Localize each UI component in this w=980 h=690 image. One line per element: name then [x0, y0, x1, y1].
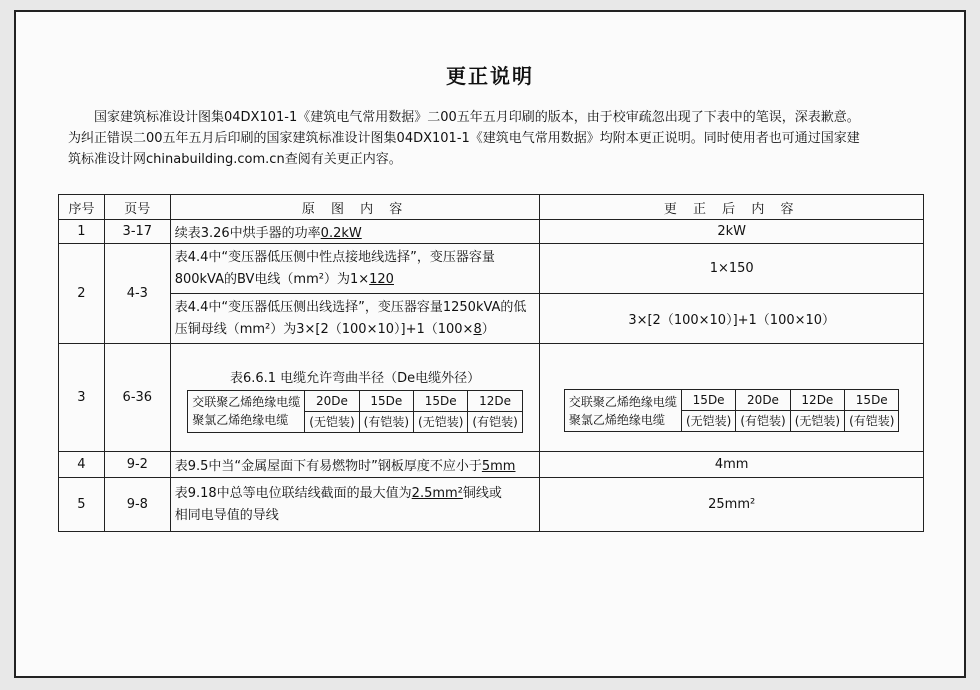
row-corrected: 1×150: [540, 244, 924, 294]
original-text: ）: [481, 321, 495, 337]
header-page: 页号: [104, 195, 170, 220]
original-line: [175, 483, 536, 505]
table-row: [59, 220, 924, 244]
cable-labels: [188, 390, 305, 432]
underlined-error: 120: [369, 271, 394, 287]
intro-paragraph: [68, 107, 928, 170]
underlined-error: 2.5mm²: [411, 485, 463, 501]
row-corrected: 25mm²: [540, 478, 924, 532]
original-line: 相同电导值的导线: [174, 507, 279, 523]
original-text: 续表3.26中烘手器的功率: [174, 226, 321, 241]
radius-value: 15De: [414, 390, 468, 411]
original-text: 表9.18中总等电位联结线截面的最大值为: [174, 485, 412, 501]
row-original: [170, 294, 540, 344]
radius-value: 12De: [790, 390, 844, 411]
underlined-error: 8: [473, 321, 482, 337]
table-caption: 表6.6.1 电缆允许弯曲半径（De电缆外径）: [229, 370, 481, 386]
row-corrected: [540, 344, 924, 452]
armor-type: (无铠装): [305, 411, 359, 432]
correction-table: [58, 194, 924, 532]
bending-radius-corrected: [564, 389, 900, 432]
radius-value: 15De: [681, 390, 735, 411]
cable-label: 聚氯乙烯绝缘电缆: [568, 412, 665, 427]
row-no: 4: [59, 452, 105, 478]
header-corrected: 更 正 后 内 容: [540, 195, 924, 220]
row-page: 3-17: [104, 220, 170, 244]
original-text: 铜线或: [462, 485, 502, 501]
row-no: 1: [59, 220, 105, 244]
armor-type: (有铠装): [468, 411, 522, 432]
cable-labels: [564, 390, 681, 432]
armor-type: (无铠装): [414, 411, 468, 432]
cable-label: 聚氯乙烯绝缘电缆: [192, 413, 289, 427]
table-row: [59, 452, 924, 478]
row-no: 3: [59, 344, 105, 452]
armor-type: (有铠装): [736, 411, 790, 432]
armor-type: (有铠装): [359, 411, 413, 432]
radius-value: 12De: [468, 390, 522, 411]
radius-value: 15De: [845, 390, 899, 411]
row-original: [170, 452, 540, 478]
armor-type: (无铠装): [681, 411, 735, 432]
radius-value: 15De: [359, 390, 413, 411]
row-original: [170, 244, 540, 294]
row-corrected: 4mm: [540, 452, 924, 478]
table-row: [59, 344, 924, 452]
header-original: 原 图 内 容: [170, 195, 540, 220]
radius-value: 20De: [305, 390, 359, 411]
row-page: 9-8: [104, 478, 170, 532]
row-original: [170, 344, 540, 452]
row-no: 2: [59, 244, 105, 344]
original-line: [175, 319, 536, 341]
intro-line-1: 国家建筑标准设计图集04DX101-1《建筑电气常用数据》二00五年五月印刷的版本，由于校审疏忽出现了下表中的笔误，深表歉意。: [94, 110, 860, 125]
radius-value: 20De: [736, 390, 790, 411]
original-text: 800kVA的BV电线（mm²）为1×: [174, 271, 370, 287]
original-line: 表4.4中“变压器低压侧出线选择”，变压器容量1250kVA的低: [174, 299, 527, 315]
intro-line-3: 筑标准设计网chinabuilding.com.cn查阅有关更正内容。: [68, 152, 402, 167]
row-page: 6-36: [104, 344, 170, 452]
intro-line-2: 为纠正错误二00五年五月后印刷的国家建筑标准设计图集04DX101-1《建筑电气常用数据》均附本更正说明。同时使用者也可通过国家建: [68, 131, 860, 146]
row-no: 5: [59, 478, 105, 532]
original-line: 表4.4中“变压器低压侧中性点接地线选择”，变压器容量: [174, 249, 495, 265]
row-page: 9-2: [104, 452, 170, 478]
original-line: [175, 269, 536, 291]
row-corrected: 2kW: [540, 220, 924, 244]
row-original: [170, 220, 540, 244]
original-text: 表9.5中当“金属屋面下有易燃物时”钢板厚度不应小于: [174, 459, 482, 474]
table-row: [59, 478, 924, 532]
document-sheet: [14, 10, 966, 678]
underlined-error: 0.2kW: [320, 226, 362, 241]
original-text: 压铜母线（mm²）为3×[2（100×10）]+1（100×: [174, 321, 474, 337]
bending-radius-original: [187, 390, 523, 433]
armor-type: (有铠装): [845, 411, 899, 432]
cable-label: 交联聚乙烯绝缘电缆: [568, 394, 677, 409]
armor-type: (无铠装): [790, 411, 844, 432]
underlined-error: 5mm: [481, 459, 516, 474]
header-no: 序号: [59, 195, 105, 220]
cable-label: 交联聚乙烯绝缘电缆: [192, 395, 301, 409]
table-row: [59, 294, 924, 344]
table-header-row: [59, 195, 924, 220]
row-original: [170, 478, 540, 532]
page-title: 更正说明: [446, 64, 534, 88]
row-corrected: 3×[2（100×10）]+1（100×10）: [540, 294, 924, 344]
table-row: [59, 244, 924, 294]
row-page: 4-3: [104, 244, 170, 344]
